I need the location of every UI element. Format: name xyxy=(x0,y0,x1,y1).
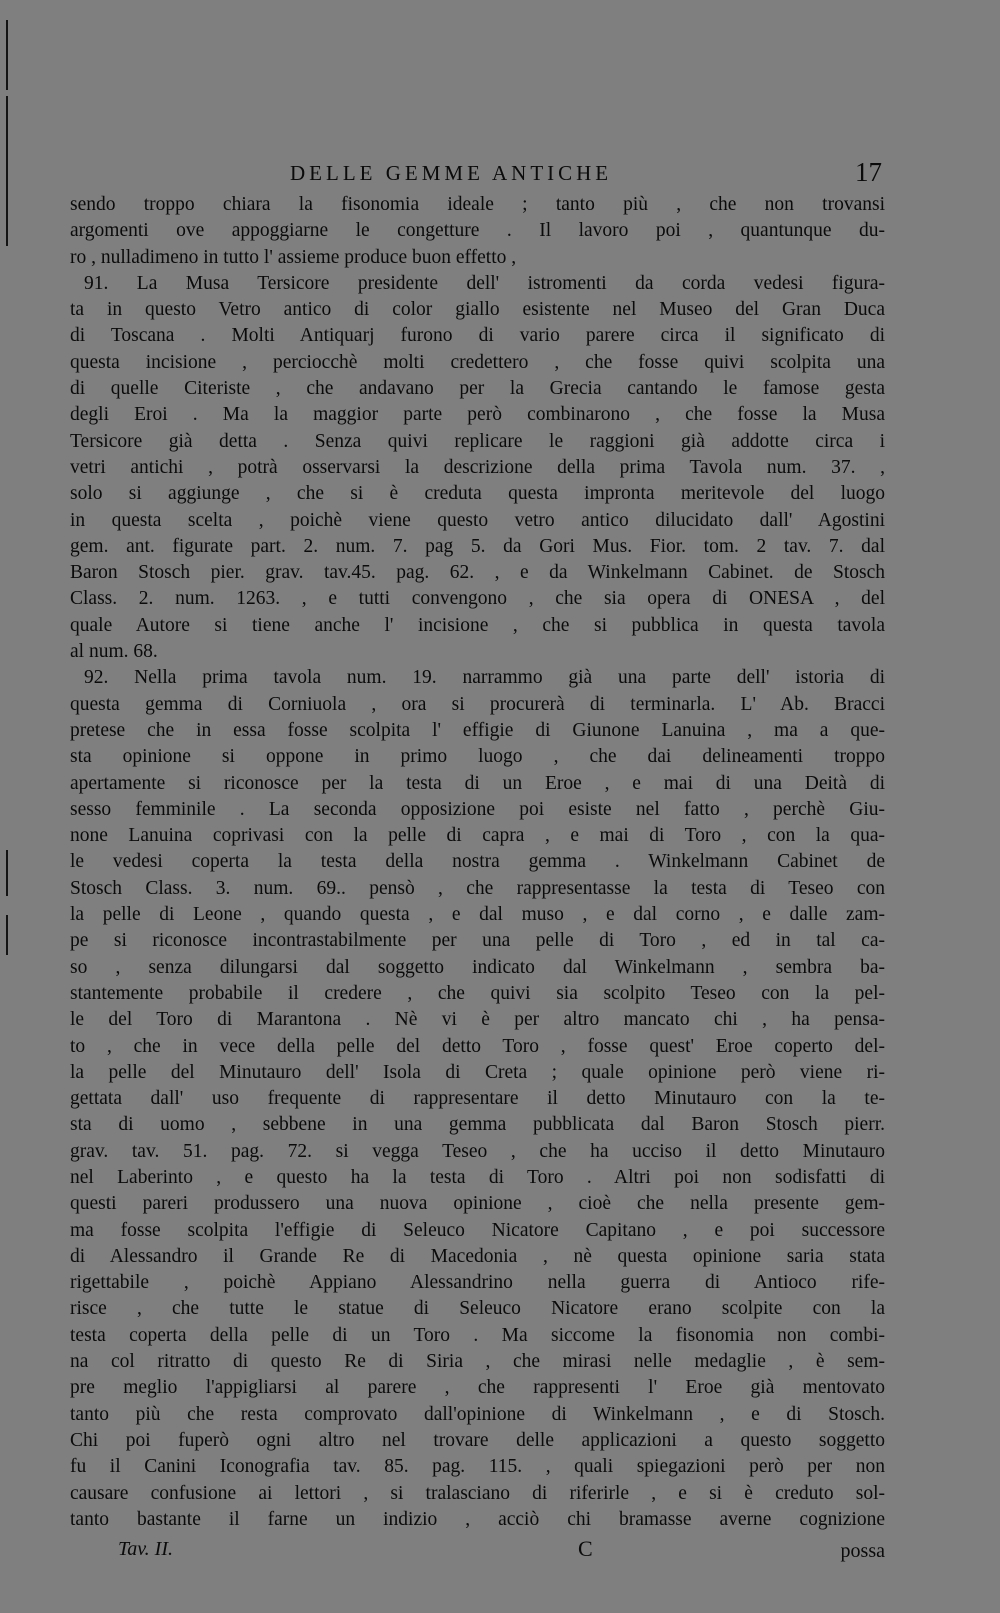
signature-mark: Tav. II. xyxy=(118,1538,173,1560)
margin-mark xyxy=(6,96,8,246)
text-line: Chi poi fuperò ogni altro nel trovare delle applicazioni a questo soggetto xyxy=(70,1429,885,1451)
text-line: nel Laberinto , e questo ha la testa di Toro . Altri poi non sodisfatti di xyxy=(70,1166,885,1188)
text-line: vetri antichi , potrà osservarsi la descrizione della prima Tavola num. 37. , xyxy=(70,456,885,478)
text-line: to , che in vece della pelle del detto Toro , fosse quest' Eroe coperto del- xyxy=(70,1035,885,1057)
text-line: questi pareri produssero una nuova opinione , cioè che nella presente gem- xyxy=(70,1193,885,1215)
margin-mark xyxy=(6,915,8,955)
text-line: questa gemma di Corniuola , ora si procurerà di terminarla. L' Ab. Bracci xyxy=(70,693,885,715)
text-line: so , senza dilungarsi dal soggetto indicato dal Winkelmann , sembra ba- xyxy=(70,956,885,978)
text-line: gem. ant. figurate part. 2. num. 7. pag 5. da Gori Mus. Fior. tom. 2 tav. 7. dal xyxy=(70,535,885,557)
text-line: pretese che in essa fosse scolpita l' effigie di Giunone Lanuina , ma a que- xyxy=(70,719,885,741)
text-line: ma fosse scolpita l'effigie di Seleuco Nicatore Capitano , e poi successore xyxy=(70,1219,885,1241)
text-line: degli Eroi . Ma la maggior parte però combinarono , che fosse la Musa xyxy=(70,404,885,426)
text-line: sta di uomo , sebbene in una gemma pubblicata dal Baron Stosch pierr. xyxy=(70,1114,885,1136)
text-line: gettata dall' uso frequente di rappresentare il detto Minutauro con la te- xyxy=(70,1088,885,1110)
text-line: testa coperta della pelle di un Toro . Ma siccome la fisonomia non combi- xyxy=(70,1324,885,1346)
text-line: pe si riconosce incontrastabilmente per una pelle di Toro , ed in tal ca- xyxy=(70,930,885,952)
text-line: Baron Stosch pier. grav. tav.45. pag. 62. , e da Winkelmann Cabinet. de Stosch xyxy=(70,562,885,584)
text-line: al num. 68. xyxy=(70,641,158,663)
text-line: sendo troppo chiara la fisonomia ideale ; tanto più , che non trovansi xyxy=(70,194,885,215)
text-line: le del Toro di Marantona . Nè vi è per altro mancato chi , ha pensa- xyxy=(70,1009,885,1031)
text-line: stantemente probabile il credere , che quivi sia scolpito Teseo con la pel- xyxy=(70,982,885,1004)
text-line: di Toscana . Molti Antiquarj furono di vario parere circa il significato di xyxy=(70,325,885,347)
text-line: grav. tav. 51. pag. 72. si vegga Teseo , che ha ucciso il detto Minutauro xyxy=(70,1140,885,1162)
running-title: DELLE GEMME ANTICHE xyxy=(290,161,613,185)
text-line: risce , che tutte le statue di Seleuco Nicatore erano scolpite con la xyxy=(70,1298,885,1320)
text-line: quale Autore si tiene anche l' incisione , che si pubblica in questa tavola xyxy=(70,614,885,636)
body-text xyxy=(70,192,885,1533)
text-line: pre meglio l'appigliarsi al parere , che rappresenti l' Eroe già mentovato xyxy=(70,1377,885,1399)
text-line: sesso femminile . La seconda opposizione poi esiste nel fatto , perchè Giu- xyxy=(70,798,885,820)
text-line: ro , nulladimeno in tutto l' assieme produce buon effetto , xyxy=(70,246,517,268)
text-line: la pelle del Minutauro dell' Isola di Creta ; quale opinione però viene ri- xyxy=(70,1061,885,1083)
text-line: la pelle di Leone , quando questa , e dal muso , e dal corno , e dalle zam- xyxy=(70,904,885,926)
text-line: argomenti ove appoggiarne le congetture . Il lavoro poi , quantunque du- xyxy=(70,220,885,242)
text-line: di quelle Citeriste , che andavano per la Grecia cantando le famose gesta xyxy=(70,378,885,400)
text-line: di Alessandro il Grande Re di Macedonia , nè questa opinione saria stata xyxy=(70,1245,885,1267)
text-line: sta opinione si oppone in primo luogo , che dai delineamenti troppo xyxy=(70,746,885,768)
page-header xyxy=(70,157,882,191)
signature-letter: C xyxy=(578,1536,593,1561)
text-line: rigettabile , poichè Appiano Alessandrino nella guerra di Antioco rife- xyxy=(70,1272,885,1294)
text-line: questa incisione , perciocchè molti credettero , che fosse quivi scolpita una xyxy=(70,351,885,373)
text-line: Tersicore già detta . Senza quivi replicare le raggioni già addotte circa i xyxy=(70,430,885,452)
text-line: none Lanuina coprivasi con la pelle di capra , e mai di Toro , con la qua- xyxy=(70,825,885,847)
page-footer xyxy=(70,1538,885,1570)
text-line: ta in questo Vetro antico di color giallo esistente nel Museo del Gran Duca xyxy=(70,299,885,321)
text-line: tanto bastante il farne un indizio , acciò chi bramasse averne cognizione xyxy=(70,1508,885,1530)
text-line: causare confusione ai lettori , si tralasciano di riferirle , e si è creduto sol- xyxy=(70,1482,885,1504)
margin-mark xyxy=(6,20,8,90)
text-line: 91. La Musa Tersicore presidente dell' istromenti da corda vedesi figura- xyxy=(84,272,885,294)
text-line: apertamente si riconosce per la testa di un Eroe , e mai di una Deità di xyxy=(70,772,885,794)
page-number: 17 xyxy=(855,157,882,187)
text-line: Stosch Class. 3. num. 69.. pensò , che rappresentasse la testa di Teseo con xyxy=(70,877,885,899)
catchword: possa xyxy=(840,1540,885,1562)
text-line: le vedesi coperta la testa della nostra gemma . Winkelmann Cabinet de xyxy=(70,851,885,873)
text-line: fu il Canini Iconografia tav. 85. pag. 115. , quali spiegazioni però per non xyxy=(70,1456,885,1478)
margin-mark xyxy=(6,850,8,896)
text-line: Class. 2. num. 1263. , e tutti convengono , che sia opera di ONESA , del xyxy=(70,588,885,610)
text-line: tanto più che resta comprovato dall'opinione di Winkelmann , e di Stosch. xyxy=(70,1403,885,1425)
text-line: 92. Nella prima tavola num. 19. narrammo già una parte dell' istoria di xyxy=(84,667,885,689)
text-line: na col ritratto di questo Re di Siria , che mirasi nelle medaglie , è sem- xyxy=(70,1351,885,1373)
text-line: solo si aggiunge , che si è creduta questa impronta meritevole del luogo xyxy=(70,483,885,505)
text-line: in questa scelta , poichè viene questo vetro antico dilucidato dall' Agostini xyxy=(70,509,885,531)
